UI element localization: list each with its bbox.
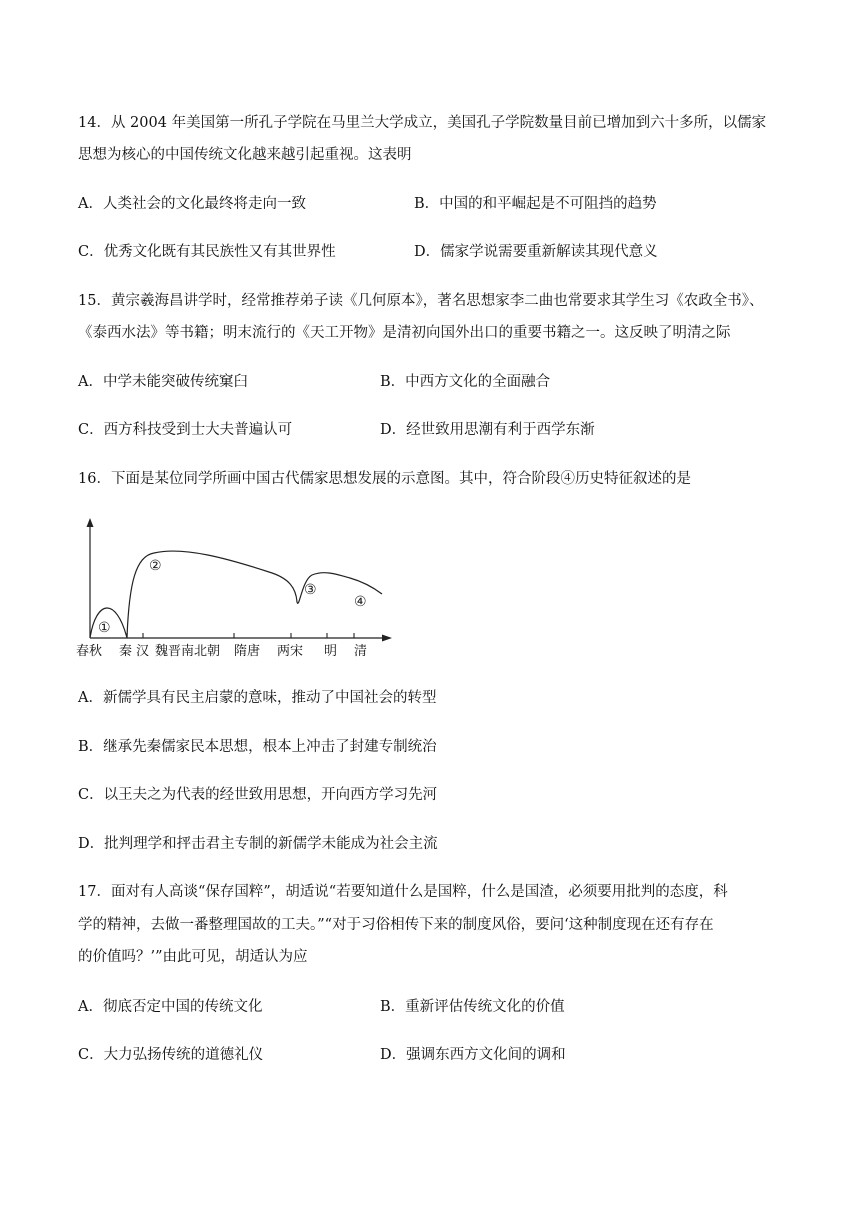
x-axis-arrow xyxy=(382,635,392,642)
q15-stem-text-1: 黄宗羲海昌讲学时，经常推荐弟子读《几何原本》，著名思想家李二曲也常要求其学生习《农政全书》、 xyxy=(110,293,764,309)
q14-stem-line-1 xyxy=(78,113,766,133)
q15-option-a[interactable]: A．中学未能突破传统窠臼 xyxy=(78,374,248,390)
q15-number: 15． xyxy=(78,293,111,309)
q14-stem-text-1: 从 2004 年美国第一所孔子学院在马里兰大学成立，美国孔子学院数量目前已增加到六十多所，以儒家 xyxy=(110,115,767,131)
q14-stem-line-2: 思想为核心的中国传统文化越来越引起重视。这表明 xyxy=(78,147,412,163)
q16-stem-line-1 xyxy=(78,469,691,489)
q16-stem-text-1: 下面是某位同学所画中国古代儒家思想发展的示意图。其中，符合阶段④历史特征叙述的是 xyxy=(110,471,691,487)
q16-number: 16． xyxy=(78,471,111,487)
q17-number: 17． xyxy=(78,884,111,900)
q14-option-c[interactable]: C．优秀文化既有其民族性又有其世界性 xyxy=(78,244,336,260)
axis-label-suitang: 隋唐 xyxy=(234,644,261,659)
axis-label-qing: 清 xyxy=(354,644,368,659)
q17-option-d[interactable]: D．强调东西方文化间的调和 xyxy=(380,1047,566,1063)
axis-label-han: 汉 xyxy=(136,644,150,659)
confucianism-development-diagram xyxy=(74,512,404,662)
y-axis-arrow xyxy=(87,518,94,527)
q15-stem-line-2: 《泰西水法》等书籍；明末流行的《天工开物》是清初向国外出口的重要书籍之一。这反映了明清之际 xyxy=(78,325,731,341)
q17-option-c[interactable]: C．大力弘扬传统的道德礼仪 xyxy=(78,1047,264,1063)
q14-number: 14． xyxy=(78,115,111,131)
axis-label-weijin: 魏晋南北朝 xyxy=(155,644,221,659)
stage-marker-2: ② xyxy=(149,558,162,574)
development-curve xyxy=(90,551,382,638)
stage-marker-1: ① xyxy=(98,620,111,636)
axis-label-qin: 秦 xyxy=(119,644,133,659)
q17-stem-line-2: 学的精神，去做一番整理国故的工夫。”“对于习俗相传下来的制度风俗，要问‘这种制度现在还有存在 xyxy=(78,917,714,933)
q16-option-c[interactable]: C．以王夫之为代表的经世致用思想，开向西方学习先河 xyxy=(78,787,438,803)
stage-marker-3: ③ xyxy=(304,582,317,598)
q15-stem-line-1 xyxy=(78,291,763,311)
q15-option-b[interactable]: B．中西方文化的全面融合 xyxy=(380,374,551,390)
q15-option-d[interactable]: D．经世致用思潮有利于西学东渐 xyxy=(380,422,595,438)
q17-option-a[interactable]: A．彻底否定中国的传统文化 xyxy=(78,999,263,1015)
q15-option-c[interactable]: C．西方科技受到士大夫普遍认可 xyxy=(78,422,293,438)
q14-option-d[interactable]: D．儒家学说需要重新解读其现代意义 xyxy=(414,244,658,260)
stage-marker-4: ④ xyxy=(354,594,367,610)
axis-label-chunqiu: 春秋 xyxy=(76,644,103,659)
q16-option-d[interactable]: D．批判理学和抨击君主专制的新儒学未能成为社会主流 xyxy=(78,836,438,852)
q17-stem-line-3: 的价值吗？’”由此可见，胡适认为应 xyxy=(78,949,308,965)
q14-option-a[interactable]: A．人类社会的文化最终将走向一致 xyxy=(78,196,306,212)
q16-option-b[interactable]: B．继承先秦儒家民本思想，根本上冲击了封建专制统治 xyxy=(78,739,437,755)
q17-stem-line-1 xyxy=(78,882,728,902)
axis-label-liangsong: 两宋 xyxy=(277,644,304,659)
q17-option-b[interactable]: B．重新评估传统文化的价值 xyxy=(380,999,565,1015)
axis-label-ming: 明 xyxy=(324,644,338,659)
q14-option-b[interactable]: B．中国的和平崛起是不可阻挡的趋势 xyxy=(414,196,657,212)
q17-stem-text-1: 面对有人高谈“保存国粹”，胡适说“若要知道什么是国粹，什么是国渣，必须要用批判的态度，科 xyxy=(110,884,728,900)
q16-option-a[interactable]: A．新儒学具有民主启蒙的意味，推动了中国社会的转型 xyxy=(78,690,437,706)
